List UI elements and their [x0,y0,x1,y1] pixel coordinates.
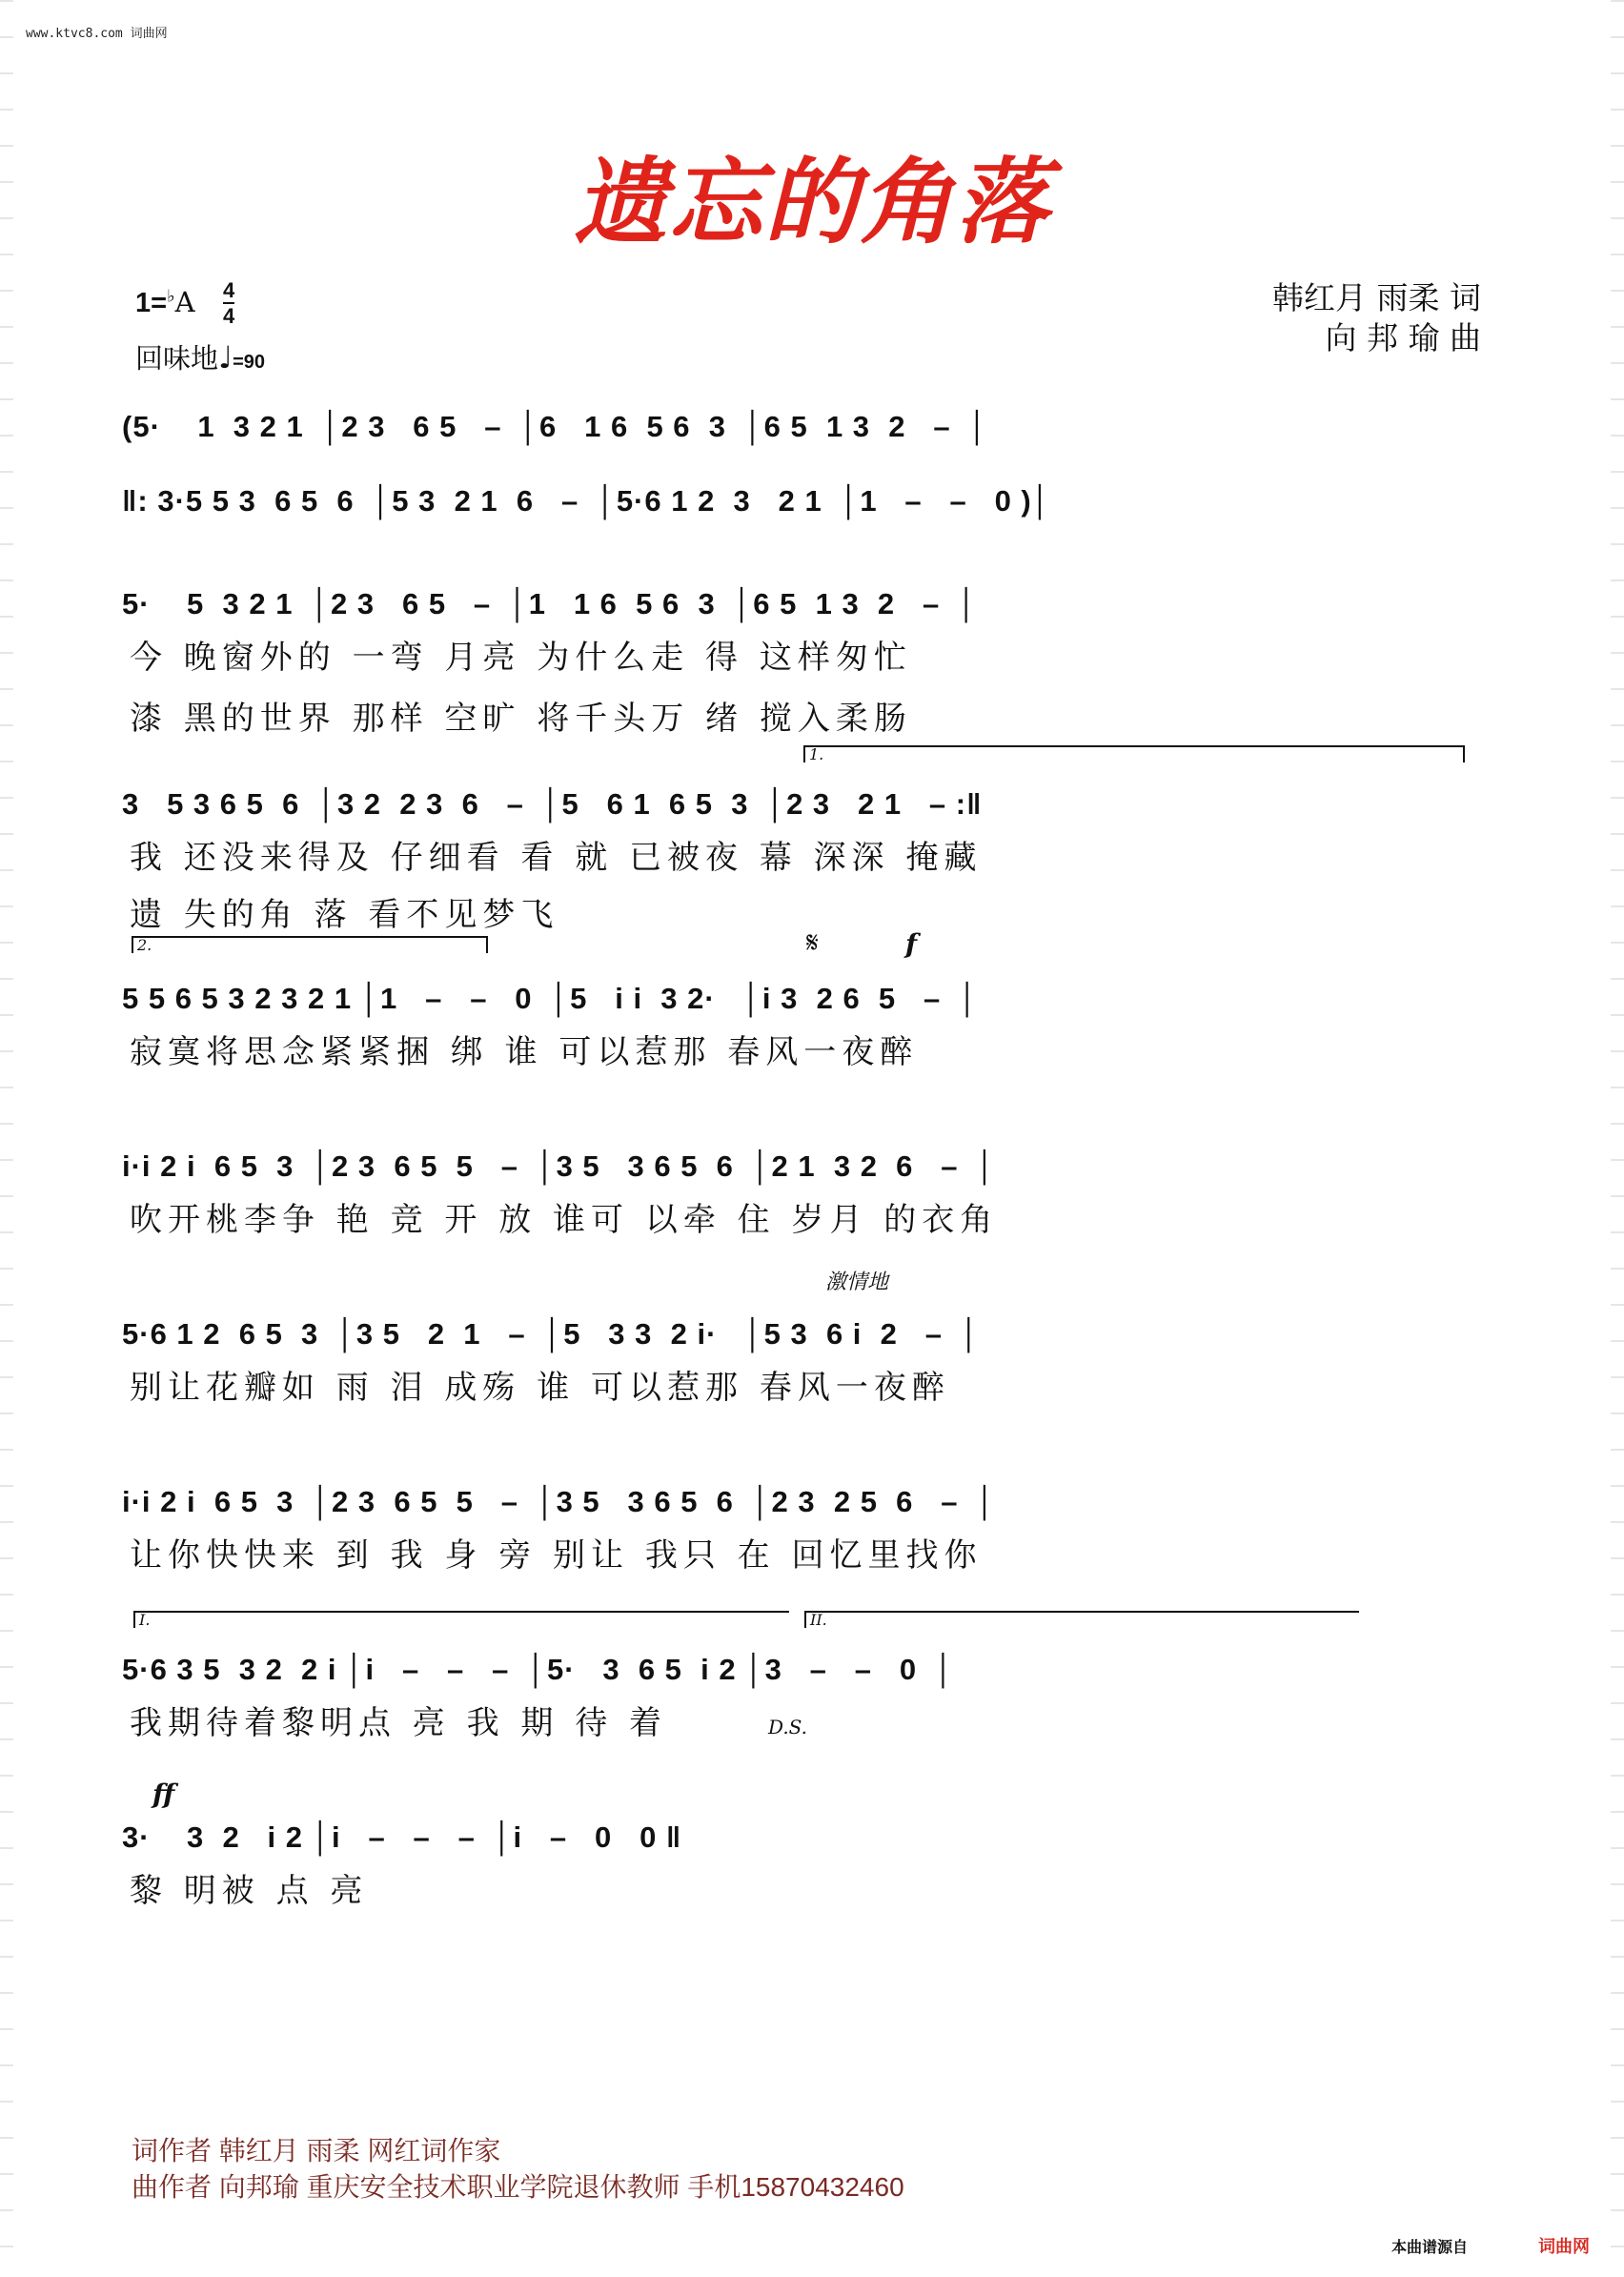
key-note: A [174,286,195,318]
fortissimo-mark: ff [152,1779,175,1810]
lyric-verse-1: 我期待着黎明点 亮 我 期 待 着 [130,1704,668,1742]
dal-segno-mark: D.S. [768,1716,808,1738]
site-url: www.ktvc8.com 词曲网 [26,27,168,41]
volta-I-label: I. [139,1611,151,1629]
score-row-9 [122,1641,1494,1813]
lyric-verse-2: 遗 失的角 落 看不见梦飞 [130,896,559,934]
volta-2-bracket [132,936,488,953]
key-signature [135,286,195,319]
tempo-value: =90 [233,352,266,373]
time-sig-top: 4 [223,278,235,302]
lyric-verse-1: 让你快快来 到 我 身 旁 别让 我只 在 回忆里找你 [130,1536,983,1575]
quarter-note-icon: ♩ [218,339,233,376]
notation-line: 3· 3 2 i 2 │i – – – │i – 0 0 ‖ [122,1820,682,1854]
volta-II-bracket [804,1611,1359,1628]
notation-line: 5·6 1 2 6 5 3 │3 5 2 1 – │5 3 3 2 i· │5 3 6 i 2 – │ [122,1317,981,1351]
flat-sign: ♭ [167,286,175,307]
notation-line: 5· 5 3 2 1 │2 3 6 5 – │1 1 6 5 6 3 │6 5 1 3 2 – │ [122,587,978,620]
left-watermark-strip [0,0,13,2277]
source-note: 本曲谱源自 [1391,2238,1469,2256]
composer-credit: 向 邦 瑜 曲 [1325,319,1481,356]
score-row-6 [122,1138,1494,1310]
lyric-verse-1: 我 还没来得及 仔细看 看 就 已被夜 幕 深深 掩藏 [130,839,983,877]
forte-mark: f [905,928,918,960]
score-row-5 [122,970,1494,1142]
lyric-verse-2: 漆 黑的世界 那样 空旷 将千头万 绪 搅入柔肠 [130,700,912,738]
volta-2-label: 2. [137,936,152,954]
footer-lyricist: 词作者 韩红月 雨柔 网红词作家 [132,2136,501,2165]
passionate-mark: 激情地 [825,1271,889,1294]
notation-line: 5 5 6 5 3 2 3 2 1 │1 – – 0 │5 i i 3 2· │i 3 2 6 5 – │ [122,982,979,1015]
notation-line: (5· 1 3 2 1 │2 3 6 5 – │6 1 6 5 6 3 │6 5 1 3 2 – │ [122,410,989,443]
notation-line: 3 5 3 6 5 6 │3 2 2 3 6 – │5 6 1 6 5 3 │2 3 2 1 – :‖ [122,787,983,821]
key-prefix: 1= [135,288,168,318]
right-watermark-strip [1611,0,1624,2277]
lyric-verse-1: 黎 明被 点 亮 [130,1872,369,1910]
site-logo[interactable]: 词曲网 [1538,2237,1590,2257]
lyric-verse-1: 今 晚窗外的 一弯 月亮 为什么走 得 这样匆忙 [130,639,912,677]
notation-line: i·i 2 i 6 5 3 │2 3 6 5 5 – │3 5 3 6 5 6 │2 3 2 5 6 – │ [122,1485,997,1518]
score-row-10 [122,1809,1494,1981]
score-row-7 [122,1306,1494,1477]
notation-line: 5·6 3 5 3 2 2 i │i – – – │5· 3 6 5 i 2 │3 – – 0 │ [122,1653,955,1686]
lyric-verse-1: 寂寞将思念紧紧捆 绑 谁 可以惹那 春风一夜醉 [130,1033,919,1071]
segno-sign: 𝄋 [806,926,819,960]
song-title: 遗忘的角落 [573,148,1050,257]
footer-credits [132,2133,904,2206]
tempo-marking [135,337,265,376]
score-row-4 [122,776,1494,947]
footer-composer: 曲作者 向邦瑜 重庆安全技术职业学院退休教师 手机15870432460 [132,2172,904,2202]
volta-II-label: II. [810,1611,827,1629]
notation-line: i·i 2 i 6 5 3 │2 3 6 5 5 – │3 5 3 6 5 6 │2 1 3 2 6 – │ [122,1149,997,1183]
lyric-verse-1: 别让花瓣如 雨 泪 成殇 谁 可以惹那 春风一夜醉 [130,1369,950,1407]
volta-1-bracket [803,745,1465,762]
volta-1-label: 1. [809,745,824,763]
time-sig-bottom: 4 [223,304,235,328]
tempo-text: 回味地 [135,342,219,375]
volta-I-bracket [133,1611,789,1628]
time-signature [223,278,234,328]
credits [1195,278,1481,358]
lyric-verse-1: 吹开桃李争 艳 竞 开 放 谁可 以牵 住 岁月 的衣角 [130,1201,999,1239]
lyricist-credit: 韩红月 雨柔 词 [1272,279,1481,316]
score-row-3 [122,576,1494,747]
notation-line: ‖: 3·5 5 3 6 5 6 │5 3 2 1 6 – │5·6 1 2 3 2 1 │1 – – 0 )│ [122,484,1052,518]
